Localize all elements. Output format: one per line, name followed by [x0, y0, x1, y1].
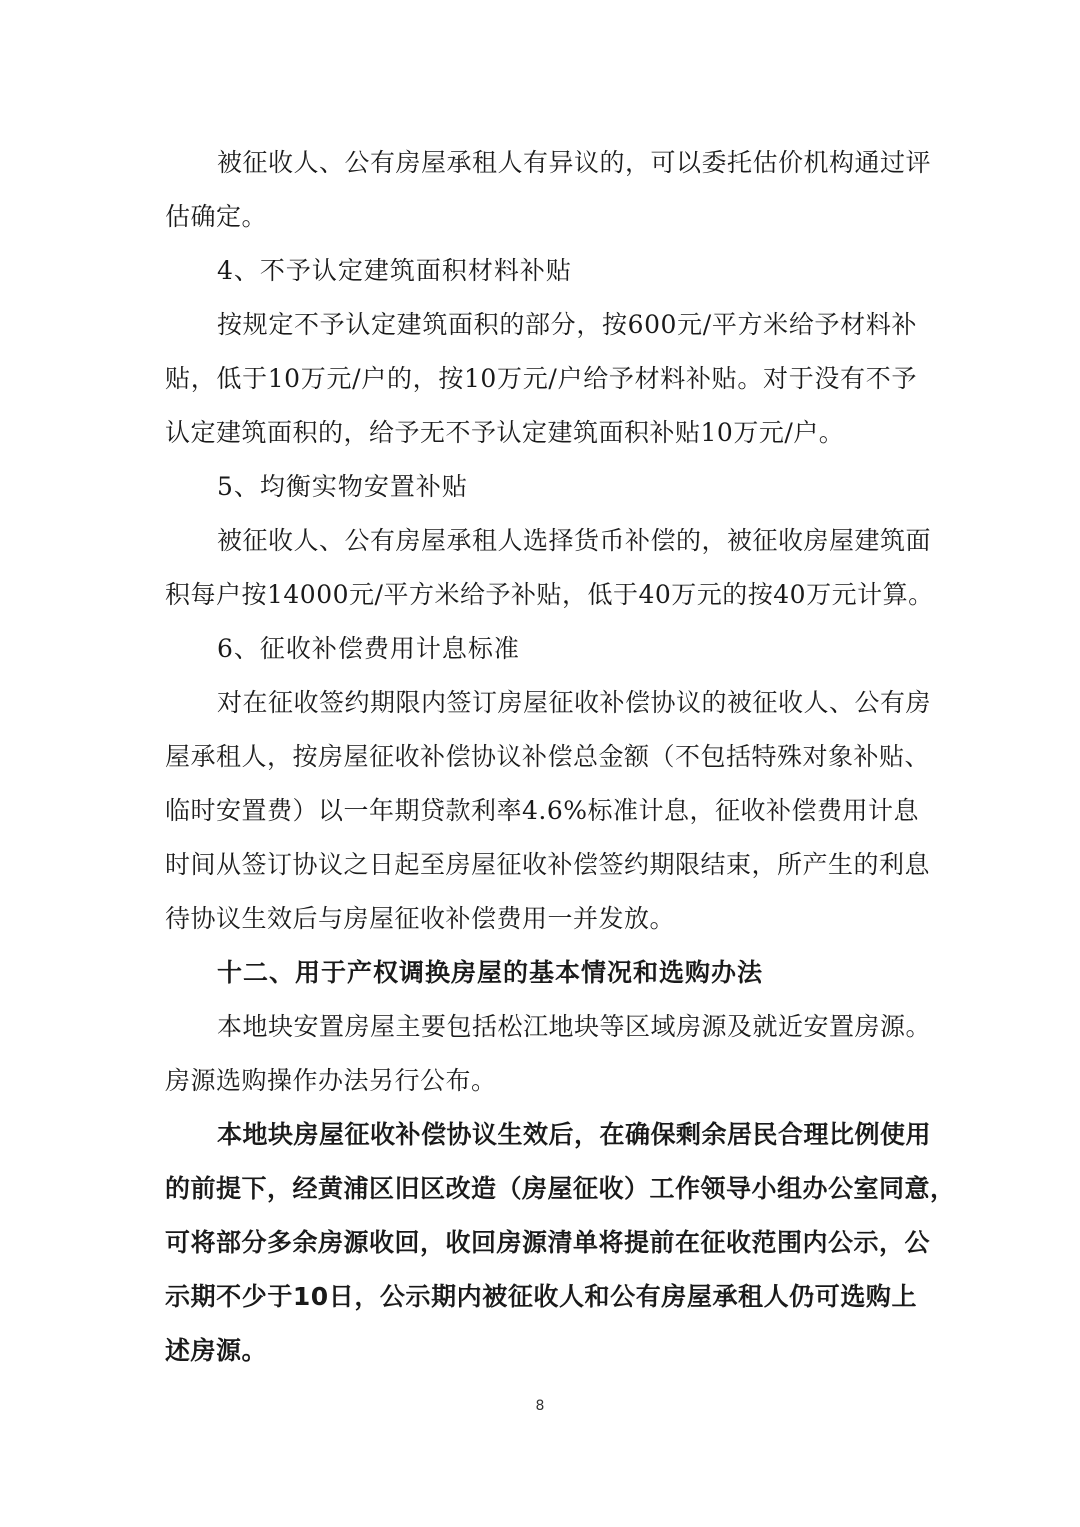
- paragraph: [165, 676, 932, 946]
- paragraph: [165, 136, 932, 244]
- text-line: 被征收人、公有房屋承租人选择货币补偿的，被征收房屋建筑面: [217, 526, 932, 555]
- paragraph: [165, 1000, 932, 1108]
- text-line: 示期不少于10日，公示期内被征收人和公有房屋承租人仍可选购上: [165, 1282, 917, 1311]
- paragraph: [165, 514, 934, 622]
- text-line: 对在征收签约期限内签订房屋征收补偿协议的被征收人、公有房: [217, 688, 932, 717]
- document-body: [165, 136, 956, 1378]
- paragraph: [165, 298, 917, 460]
- text-line: 的前提下，经黄浦区旧区改造（房屋征收）工作领导小组办公室同意，: [165, 1174, 956, 1203]
- text-line: 积每户按14000元/平方米给予补贴，低于40万元的按40万元计算。: [165, 580, 934, 609]
- section-heading: 6、征收补偿费用计息标准: [217, 634, 520, 663]
- section-heading: 5、均衡实物安置补贴: [217, 472, 468, 501]
- text-line: 临时安置费）以一年期贷款利率4.6%标准计息，征收补偿费用计息: [165, 796, 920, 825]
- text-line: 本地块安置房屋主要包括松江地块等区域房源及就近安置房源。: [217, 1012, 932, 1041]
- text-line: 估确定。: [165, 202, 268, 231]
- text-line: 按规定不予认定建筑面积的部分，按600元/平方米给予材料补: [217, 310, 917, 339]
- text-line: 时间从签订协议之日起至房屋征收补偿签约期限结束，所产生的利息: [165, 850, 931, 879]
- text-line: 可将部分多余房源收回，收回房源清单将提前在征收范围内公示，公: [165, 1228, 931, 1257]
- text-line: 房源选购操作办法另行公布。: [165, 1066, 497, 1095]
- text-line: 认定建筑面积的，给予无不予认定建筑面积补贴10万元/户。: [165, 418, 845, 447]
- page-number: 8: [535, 1398, 545, 1414]
- paragraph-bold: [165, 1108, 956, 1378]
- text-line: 待协议生效后与房屋征收补偿费用一并发放。: [165, 904, 676, 933]
- text-line: 述房源。: [165, 1336, 268, 1365]
- text-line: 本地块房屋征收补偿协议生效后，在确保剩余居民合理比例使用: [217, 1120, 932, 1149]
- text-line: 被征收人、公有房屋承租人有异议的，可以委托估价机构通过评: [217, 148, 932, 177]
- chapter-heading: 十二、用于产权调换房屋的基本情况和选购办法: [217, 958, 764, 987]
- text-line: 屋承租人，按房屋征收补偿协议补偿总金额（不包括特殊对象补贴、: [165, 742, 931, 771]
- text-line: 贴，低于10万元/户的，按10万元/户给予材料补贴。对于没有不予: [165, 364, 917, 393]
- section-heading: 4、不予认定建筑面积材料补贴: [217, 256, 572, 285]
